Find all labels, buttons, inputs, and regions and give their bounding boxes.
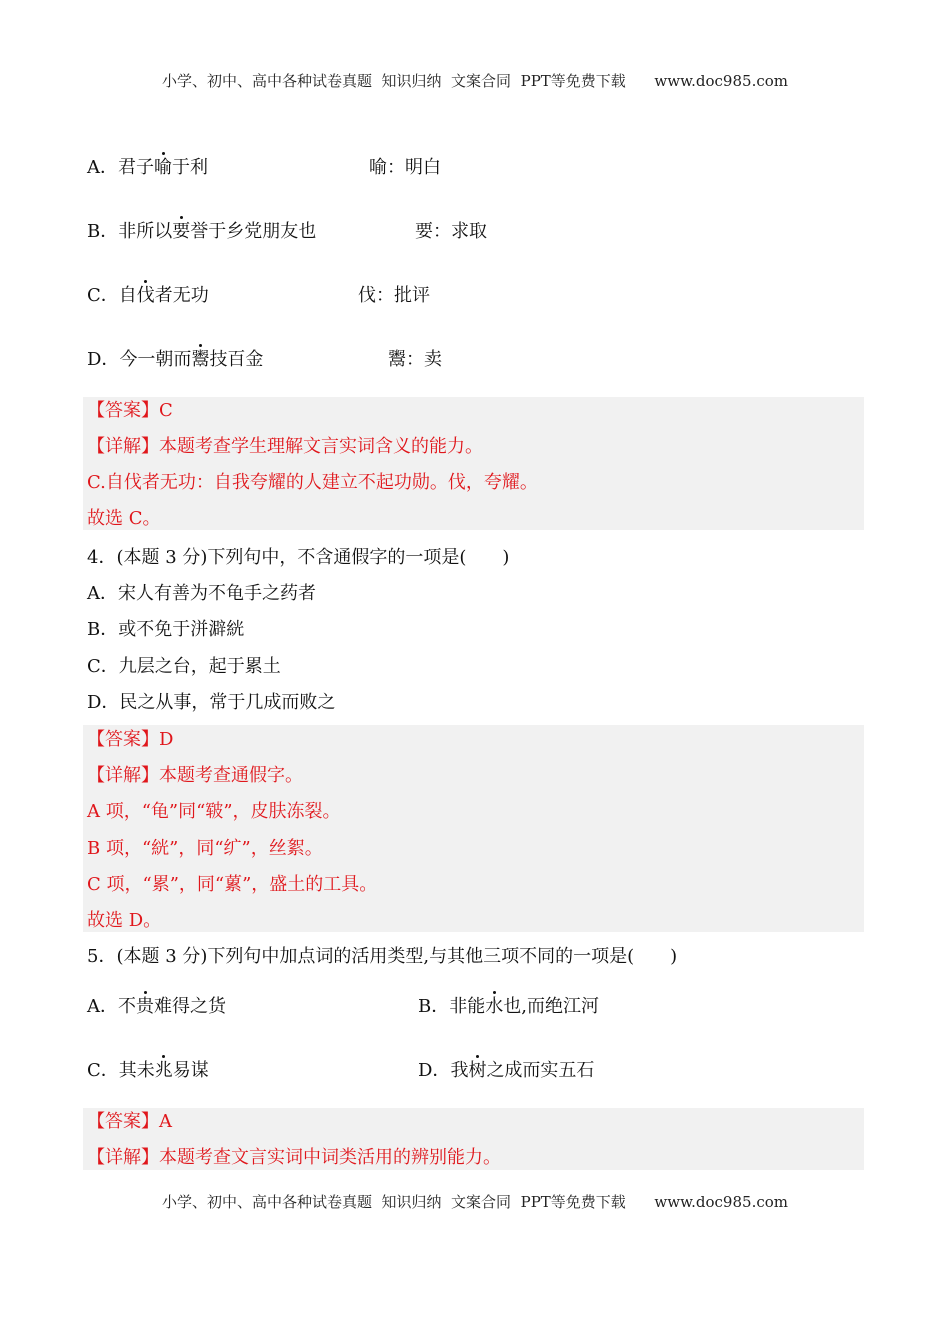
option-text: 今一朝而 xyxy=(119,349,192,370)
q4-answer-box xyxy=(83,725,864,932)
option-label: C． xyxy=(87,285,119,306)
dotted-character: 要 xyxy=(172,221,191,242)
option-label: B． xyxy=(418,996,450,1017)
option-text: 不 xyxy=(118,996,136,1017)
q3-option-c xyxy=(87,285,209,307)
option-text: 君子 xyxy=(118,157,154,178)
q5-answer-box xyxy=(83,1108,864,1170)
explanation-line: C 项，“累”，同“蔂”，盛土的工具。 xyxy=(87,874,378,895)
dotted-character: 鬻 xyxy=(191,349,210,370)
q3-answer-box xyxy=(83,397,864,530)
option-label: D． xyxy=(87,349,120,370)
option-text: 者无功 xyxy=(154,285,209,306)
option-label: D． xyxy=(418,1060,451,1081)
page-footer: 小学、初中、高中各种试卷真题 知识归纳 文案合同 PPT等免费下载 www.doc985.com xyxy=(161,1193,788,1211)
answer-label: 【答案】C xyxy=(87,400,173,421)
dotted-character: 树 xyxy=(468,1060,487,1081)
explanation-line: C.自伐者无功：自我夸耀的人建立不起功勋。伐，夸耀。 xyxy=(87,472,538,493)
explanation-line: 【详解】本题考查学生理解文言实词含义的能力。 xyxy=(87,436,483,457)
q4-stem: 4．(本题 3 分)下列句中，不含通假字的一项是( ) xyxy=(87,547,510,568)
dotted-character: 兆 xyxy=(154,1060,173,1081)
q5-option-d xyxy=(418,1060,594,1082)
explanation-line: 故选 C。 xyxy=(87,508,161,529)
option-label: B． xyxy=(87,221,119,242)
answer-label: 【答案】D xyxy=(87,729,174,750)
q5-option-a xyxy=(87,996,226,1018)
q3-option-b xyxy=(87,221,316,243)
q3-option-d xyxy=(87,349,263,371)
answer-label: 【答案】A xyxy=(87,1111,172,1132)
q5-stem: 5．(本题 3 分)下列句中加点词的活用类型,与其他三项不同的一项是( ) xyxy=(87,946,678,967)
q5-option-b xyxy=(418,996,599,1018)
option-label: A． xyxy=(87,157,118,178)
q3-gloss-b: 要：求取 xyxy=(415,221,487,242)
explanation-line: B 项，“絖”，同“纩”，丝絮。 xyxy=(87,838,323,859)
explanation-line: 故选 D。 xyxy=(87,910,162,931)
option-text: 之成而实五石 xyxy=(486,1060,595,1081)
dotted-character: 贵 xyxy=(136,996,154,1017)
option-text: 非能 xyxy=(449,996,486,1017)
page-header: 小学、初中、高中各种试卷真题 知识归纳 文案合同 PPT等免费下载 www.doc985.com xyxy=(161,72,788,90)
option-text: 于利 xyxy=(172,157,208,178)
q4-option-d: D．民之从事，常于几成而败之 xyxy=(87,692,336,713)
option-text: 技百金 xyxy=(209,349,264,370)
option-text: 也,而绝江河 xyxy=(503,996,599,1017)
dotted-character: 伐 xyxy=(136,285,155,306)
option-text: 我 xyxy=(450,1060,469,1081)
option-text: 易谋 xyxy=(172,1060,209,1081)
q5-option-c xyxy=(87,1060,209,1082)
q3-gloss-a: 喻：明白 xyxy=(369,157,441,178)
dotted-character: 喻 xyxy=(154,157,172,178)
q4-option-b: B．或不免于洴澼絖 xyxy=(87,619,245,640)
explanation-line: 【详解】本题考查文言实词中词类活用的辨别能力。 xyxy=(87,1147,501,1168)
option-label: A． xyxy=(87,996,118,1017)
q4-option-a: A．宋人有善为不龟手之药者 xyxy=(87,583,316,604)
dotted-character: 水 xyxy=(485,996,504,1017)
option-text: 誉于乡党朋友也 xyxy=(190,221,317,242)
explanation-line: 【详解】本题考查通假字。 xyxy=(87,765,303,786)
q3-gloss-c: 伐：批评 xyxy=(358,285,430,306)
option-text: 其未 xyxy=(118,1060,155,1081)
option-text: 非所以 xyxy=(118,221,173,242)
option-text: 自 xyxy=(118,285,137,306)
q3-gloss-d: 鬻：卖 xyxy=(388,349,442,370)
option-label: C． xyxy=(87,1060,119,1081)
option-text: 难得之货 xyxy=(154,996,226,1017)
q4-option-c: C．九层之台，起于累土 xyxy=(87,656,281,677)
explanation-line: A 项，“龟”同“皲”，皮肤冻裂。 xyxy=(87,801,341,822)
q3-option-a xyxy=(87,157,208,179)
